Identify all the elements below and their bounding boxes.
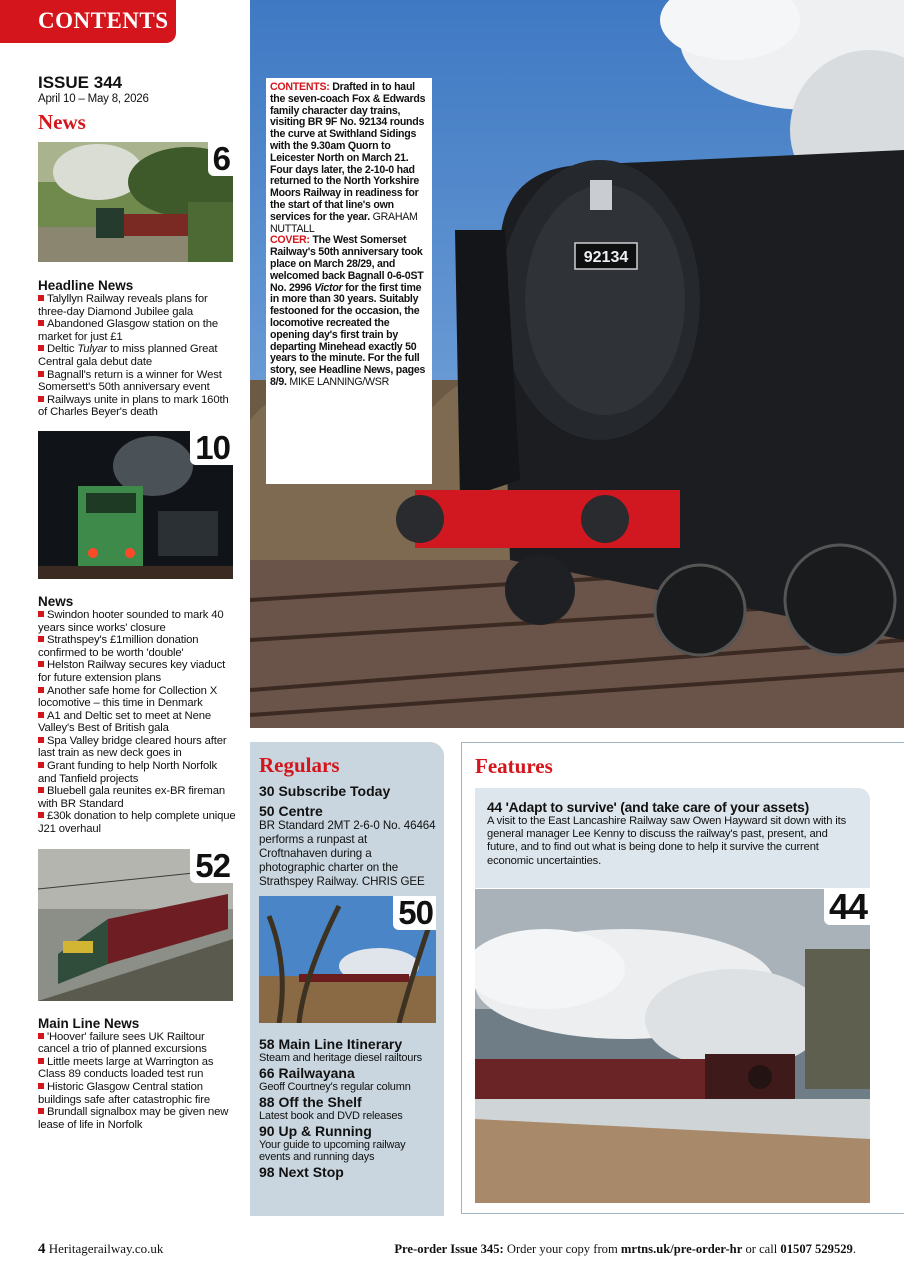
preorder-phone[interactable]: 01507 529529 bbox=[780, 1242, 853, 1256]
regular-item-desc: Latest book and DVD releases bbox=[259, 1110, 403, 1122]
caption-cover-text-1: The West Somerset Railway's 50th anniversary took place on March 28/29, and welcomed back Bagnall 0-6-0ST No. 2996 bbox=[270, 234, 424, 294]
bullet-icon bbox=[38, 661, 44, 667]
regular-centre-desc: BR Standard 2MT 2-6-0 No. 46464 performs a runpast at Croftnahaven during a photographic charter on the Strathspey Railway. CHRIS GEE bbox=[259, 819, 436, 888]
bullet-icon bbox=[38, 687, 44, 693]
feature-desc: A visit to the East Lancashire Railway saw Owen Hayward sit down with its general manager Lee Kenny to discuss the railway's past, present, and future, and to find out what is being done to help it survive the current economic uncertainties. bbox=[487, 815, 847, 867]
list-item[interactable]: Spa Valley bridge cleared hours after last train as new deck goes in bbox=[38, 734, 227, 760]
caption-cover-italic: Victor bbox=[314, 281, 343, 294]
list-item[interactable]: A1 and Deltic set to meet at Nene Valley's Best of British gala bbox=[38, 709, 211, 735]
page-badge: 10 bbox=[190, 431, 233, 465]
list-item[interactable]: Helston Railway secures key viaduct for future extension plans bbox=[38, 659, 226, 684]
regular-item-desc: Geoff Courtney's regular column bbox=[259, 1081, 411, 1093]
bullet-icon bbox=[38, 345, 44, 351]
caption-contents-text: Drafted in to haul the seven-coach Fox & Edwards family character day trains, visiting BR 9F No. 92134 rounds the curve at Swithland Sidings with the 9.30am Quorn to Leicester North on March 21. Four days later, the 2-10-0 had returned to the North Yorkshire Moors Railway in readiness for the start of that line's own services for the year. bbox=[270, 81, 426, 223]
page-badge: 6 bbox=[208, 142, 233, 176]
bullet-icon bbox=[38, 396, 44, 402]
talyllyn-photo bbox=[38, 142, 233, 262]
preorder-bold: Pre-order Issue 345: bbox=[394, 1242, 504, 1256]
page-badge: 50 bbox=[393, 896, 436, 930]
list-item[interactable]: £30k donation to help complete unique J21 overhaul bbox=[38, 810, 236, 836]
list-item[interactable]: Brundall signalbox may be given new lease of life in Norfolk bbox=[38, 1106, 229, 1131]
bullet-icon bbox=[38, 1083, 44, 1089]
regular-item-head[interactable]: 90 Up & Running bbox=[259, 1123, 372, 1139]
list-item[interactable]: Bagnall's return is a winner for West Somersett's 50th anniversary event bbox=[38, 368, 222, 394]
list-item[interactable]: Little meets large at Warrington as Class 89 conducts loaded test run bbox=[38, 1055, 214, 1081]
regular-item-head[interactable]: 66 Railwayana bbox=[259, 1065, 355, 1081]
feature-summary[interactable] bbox=[475, 788, 870, 888]
regular-centre[interactable]: 50 Centre bbox=[259, 803, 323, 819]
list-item[interactable]: 'Hoover' failure sees UK Railtour cancel a trio of planned excursions bbox=[38, 1030, 207, 1056]
caption-cover-credit: MIKE LANNING/WSR bbox=[289, 375, 389, 388]
bullet-icon bbox=[38, 737, 44, 743]
regular-item-desc: Your guide to upcoming railway events and running days bbox=[259, 1139, 406, 1163]
preorder-text: Order your copy from bbox=[506, 1242, 618, 1256]
east-lancs-photo bbox=[475, 889, 870, 1203]
footer-site[interactable]: Heritagerailway.co.uk bbox=[48, 1241, 164, 1256]
tulyar-line: Deltic Tulyar to miss planned Great Central gala debut date bbox=[38, 343, 218, 368]
page-badge: 52 bbox=[190, 849, 233, 883]
preorder-url[interactable]: mrtns.uk/pre-order-hr bbox=[620, 1242, 743, 1256]
main-line-news-list bbox=[38, 1031, 238, 1132]
regular-next-stop[interactable]: 98 Next Stop bbox=[259, 1164, 344, 1180]
page-number: 4 bbox=[38, 1241, 46, 1257]
features-panel bbox=[461, 742, 904, 1214]
bullet-icon bbox=[38, 611, 44, 617]
regular-item-desc: Steam and heritage diesel railtours bbox=[259, 1052, 422, 1064]
list-item[interactable]: Talyllyn Railway reveals plans for three-day Diamond Jubilee gala bbox=[38, 293, 208, 318]
feature-title: 44 'Adapt to survive' (and take care of your assets) bbox=[487, 800, 810, 815]
list-item[interactable]: Swindon hooter sounded to mark 40 years since works' closure bbox=[38, 608, 224, 634]
contents-title: CONTENTS bbox=[38, 8, 169, 33]
preorder-or: or call bbox=[745, 1242, 778, 1256]
list-item[interactable]: Abandoned Glasgow station on the market for just £1 bbox=[38, 318, 219, 343]
list-item[interactable]: Another safe home for Collection X locomotive – this time in Denmark bbox=[38, 684, 218, 710]
caption-contents-credit: GRAHAM NUTTALL bbox=[270, 210, 418, 235]
bullet-icon bbox=[38, 320, 44, 326]
thumb-page-10[interactable] bbox=[38, 431, 233, 579]
bullet-icon bbox=[38, 812, 44, 818]
list-item[interactable]: Railways unite in plans to mark 160th of Charles Beyer's death bbox=[38, 393, 229, 419]
bullet-icon bbox=[38, 787, 44, 793]
thumb-page-52[interactable] bbox=[38, 849, 233, 1001]
hero-caption bbox=[266, 78, 432, 484]
features-title: Features bbox=[475, 754, 553, 778]
headline-news-list bbox=[38, 293, 238, 419]
news-title: News bbox=[38, 593, 74, 609]
main-line-news-title: Main Line News bbox=[38, 1015, 140, 1031]
bullet-icon bbox=[38, 295, 44, 301]
thumb-page-6[interactable] bbox=[38, 142, 233, 262]
bullet-icon bbox=[38, 636, 44, 642]
list-item[interactable]: Bluebell gala reunites ex-BR fireman with BR Standard bbox=[38, 785, 225, 810]
regular-subscribe[interactable]: 30 Subscribe Today bbox=[259, 783, 391, 799]
caption-contents-label: CONTENTS: bbox=[270, 81, 330, 93]
bullet-icon bbox=[38, 1108, 44, 1114]
footer-left bbox=[38, 1241, 163, 1258]
thumb-page-44[interactable] bbox=[475, 889, 870, 1203]
regulars-title: Regulars bbox=[259, 753, 340, 777]
thumb-page-50[interactable] bbox=[259, 896, 436, 1023]
caption-cover-label: COVER: bbox=[270, 234, 310, 247]
left-column bbox=[38, 74, 238, 1131]
preorder-end: . bbox=[852, 1242, 856, 1256]
contents-tab bbox=[0, 0, 176, 43]
regulars-panel bbox=[250, 742, 444, 1216]
caption-cover-text-2: for the first time in more than 30 years. Suitably festooned for the occasion, the locomotive recreated the opening day's first train by departing Minehead exactly 50 years to the minute. For the full story, see Headline News, pages 8/9. bbox=[270, 281, 426, 388]
issue-number: ISSUE 344 bbox=[38, 73, 123, 92]
headline-news-title: Headline News bbox=[38, 278, 134, 293]
bullet-icon bbox=[38, 1033, 44, 1039]
regular-item-head[interactable]: 88 Off the Shelf bbox=[259, 1094, 362, 1110]
bullet-icon bbox=[38, 712, 44, 718]
smokebox-number: 92134 bbox=[583, 249, 629, 266]
list-item[interactable]: Grant funding to help North Norfolk and Tanfield projects bbox=[38, 760, 217, 785]
bullet-icon bbox=[38, 762, 44, 768]
regular-item-head[interactable]: 58 Main Line Itinerary bbox=[259, 1036, 403, 1052]
issue-dates: April 10 – May 8, 2026 bbox=[38, 93, 149, 105]
list-item[interactable] bbox=[38, 343, 238, 368]
list-item[interactable]: Strathspey's £1million donation confirmed to be worth 'double' bbox=[38, 634, 199, 659]
news-list bbox=[38, 609, 238, 836]
bullet-icon bbox=[38, 371, 44, 377]
page-badge: 44 bbox=[824, 889, 870, 925]
news-section-title: News bbox=[38, 110, 86, 134]
bullet-icon bbox=[38, 1058, 44, 1064]
list-item[interactable]: Historic Glasgow Central station buildings safe after catastrophic fire bbox=[38, 1081, 211, 1106]
footer-preorder bbox=[394, 1242, 856, 1257]
